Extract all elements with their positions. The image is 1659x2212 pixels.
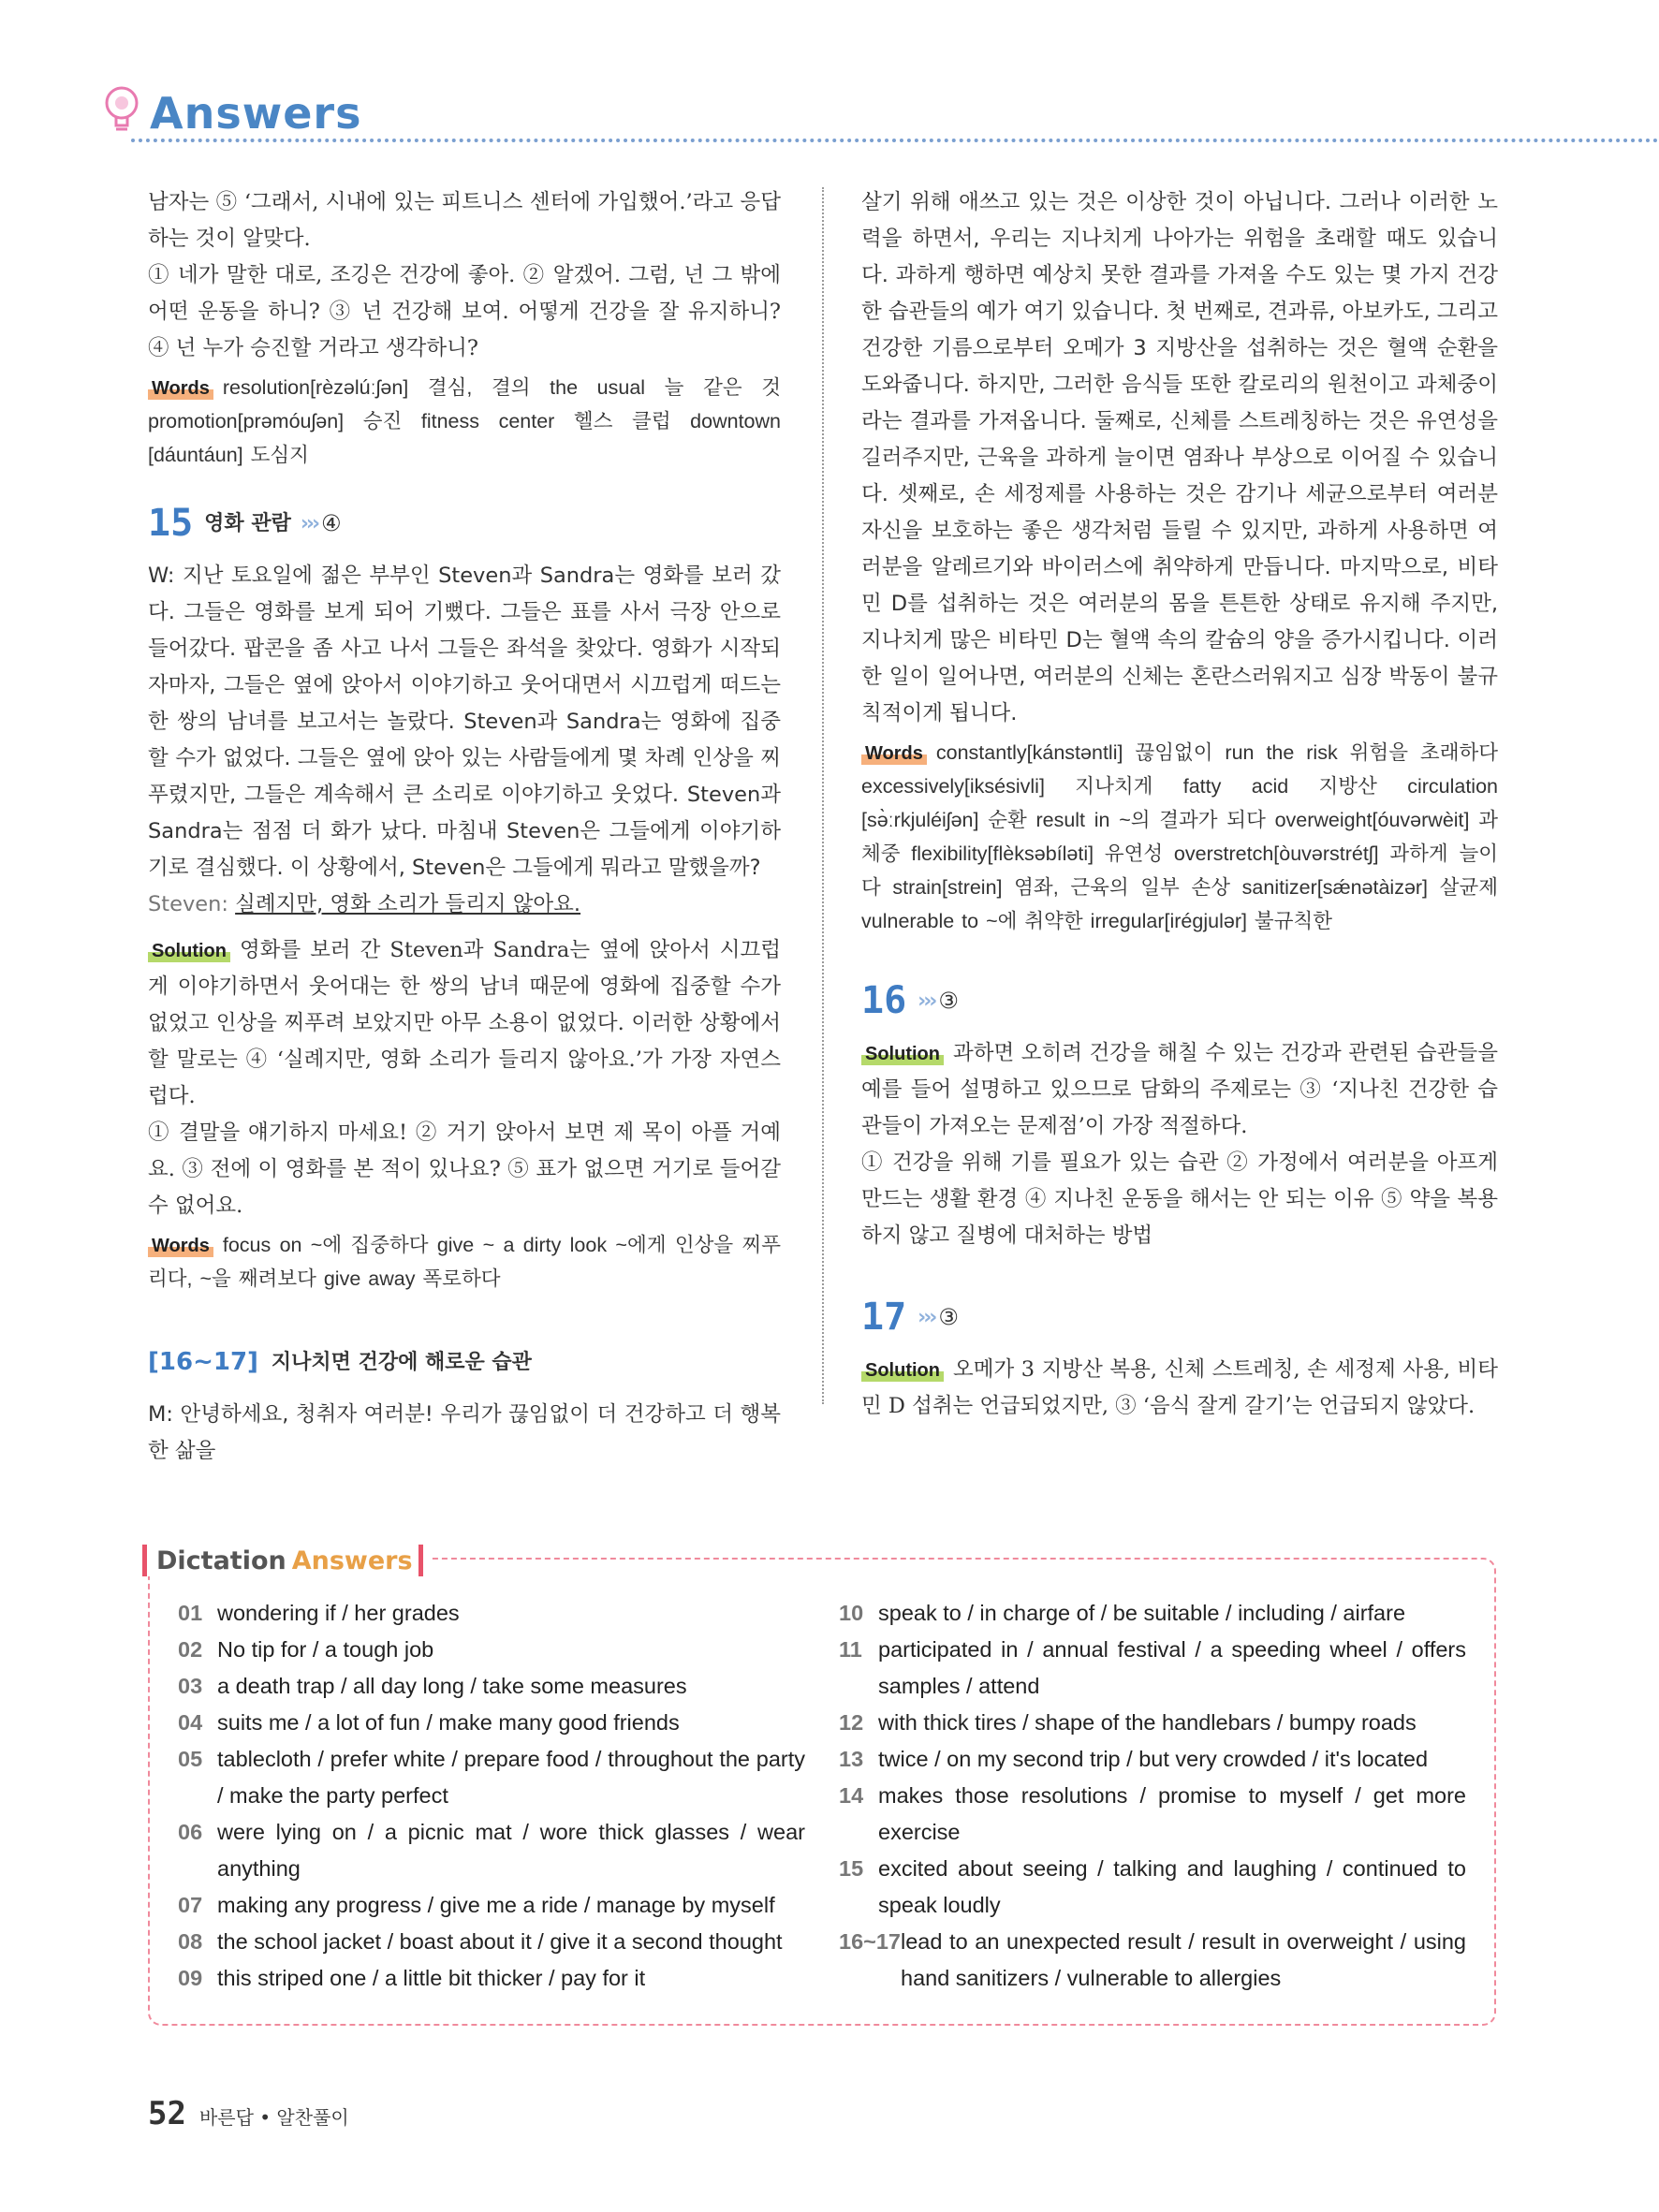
words-tag: Words — [861, 742, 927, 765]
left-column — [148, 184, 781, 1470]
dictation-answers-title — [142, 1545, 431, 1576]
dictation-item-text: tablecloth / prefer white / prepare food / throughout the party / make the party perfect — [217, 1747, 805, 1808]
dictation-item-text: suits me / a lot of fun / make many good friends — [217, 1710, 680, 1735]
q16-17-words — [861, 736, 1498, 938]
question-answer: ③ — [938, 1303, 959, 1330]
q17-solution — [861, 1352, 1498, 1425]
dictation-item — [178, 1741, 805, 1814]
column-divider — [822, 187, 824, 1404]
dictation-item-text: were lying on / a picnic mat / wore thick glasses / wear anything — [217, 1820, 805, 1881]
dictation-item — [839, 1851, 1466, 1924]
q15-script: W: 지난 토요일에 젊은 부부인 Steven과 Sandra는 영화를 보러 갔다. 그들은 영화를 보게 되어 기뻤다. 그들은 표를 사서 극장 안으로 들어갔다. 팝콘을 좀 사고 나서 그들은 좌석을 찾았다. 영화가 시작되자마자, 그들은 옆에 앉아서 이야기하고 웃어대면서 시끄럽게 떠드는 한 쌍의 남녀를 보고서는 놀랐다. Steven과 Sandra는 영화에 집중할 수가 없었다. 그들은 옆에 앉아 있는 사람들에게 몇 차례 인상을 찌푸렸지만, 그들은 계속해서 큰 소리로 이야기하고 웃었다. Steven과 Sandra는 점점 더 화가 났다. 마침내 Steven은 그들에게 이야기하기로 결심했다. 이 상황에서, Steven은 그들에게 뭐라고 말했을까? — [148, 564, 781, 880]
dictation-item-text: with thick tires / shape of the handlebars / bumpy roads — [878, 1710, 1417, 1735]
title-bar-right — [418, 1545, 423, 1576]
dictation-item-number: 06 — [178, 1820, 203, 1844]
page-footer — [148, 2095, 349, 2132]
dictation-item — [839, 1632, 1466, 1705]
q16-solution — [861, 1035, 1498, 1145]
answers-title-word: Answers — [291, 1545, 413, 1575]
dictation-item-text: participated in / annual festival / a speeding wheel / offers samples / attend — [878, 1637, 1466, 1698]
dictation-item-number: 08 — [178, 1929, 203, 1954]
page-number: 52 — [148, 2095, 186, 2132]
question-topic: 영화 관람 — [204, 511, 291, 535]
page-title: Answers — [150, 88, 362, 139]
dictation-item-text: making any progress / give me a ride / manage by myself — [217, 1893, 775, 1917]
question-number: 17 — [861, 1295, 907, 1339]
dictation-right-list — [839, 1595, 1466, 1997]
dictation-item-text: lead to an unexpected result / result in overweight / using hand sanitizers / vulnerable to allergies — [901, 1929, 1466, 1990]
question-number: 16 — [861, 978, 907, 1022]
dictation-item-number: 11 — [839, 1637, 862, 1662]
dictation-item — [839, 1705, 1466, 1741]
solution-text: 영화를 보러 간 Steven과 Sandra는 옆에 앉아서 시끄럽게 이야기하면서 웃어대는 한 쌍의 남녀 때문에 영화에 집중할 수가 없었고 인상을 찌푸려 보았지만 아무 소용이 없었다. 이러한 상황에서 할 말로는 ④ ‘실례지만, 영화 소리가 들리지 않아요.’가 가장 자연스럽다. — [148, 938, 781, 1108]
dictation-item — [178, 1705, 805, 1741]
solution-tag: Solution — [148, 940, 230, 962]
dictation-item — [178, 1632, 805, 1668]
double-chevron-icon: ››› — [918, 989, 935, 1013]
dictation-item-number: 09 — [178, 1966, 203, 1990]
book-label: 바른답 • 알찬풀이 — [198, 2106, 349, 2129]
dictation-item-number: 12 — [839, 1710, 864, 1735]
dictation-item-number: 15 — [839, 1856, 864, 1881]
dictation-item — [839, 1741, 1466, 1778]
solution-text: 오메가 3 지방산 복용, 신체 스트레칭, 손 세정제 사용, 비타민 D 섭취는 언급되었지만, ③ ‘음식 잘게 갈기’는 언급되지 않았다. — [861, 1357, 1498, 1418]
dictation-item-number: 02 — [178, 1637, 203, 1662]
q14-answer-explanation: 남자는 ⑤ ‘그래서, 시내에 있는 피트니스 센터에 가입했어.’라고 응답하는 것이 알맞다. — [148, 190, 781, 251]
question-range: [16~17] — [148, 1347, 258, 1376]
lightbulb-icon — [101, 84, 142, 137]
dictation-item — [839, 1924, 1466, 1997]
q17-heading — [861, 1292, 1498, 1342]
page-header — [94, 82, 1659, 148]
words-tag: Words — [148, 1235, 213, 1257]
dictation-item-number: 14 — [839, 1783, 864, 1808]
dictation-item — [178, 1960, 805, 1997]
dictation-item-text: speak to / in charge of / be suitable / including / airfare — [878, 1601, 1406, 1625]
q15-options-translation: ① 결말을 얘기하지 마세요! ② 거기 앉아서 보면 제 목이 아플 거예요. ③ 전에 이 영화를 본 적이 있나요? ⑤ 표가 없으면 거기로 들어갈 수 없어요. — [148, 1121, 781, 1218]
dictation-item-text: twice / on my second trip / but very crowded / it's located — [878, 1747, 1429, 1771]
solution-tag: Solution — [861, 1359, 944, 1382]
q16-17-script-continued: 살기 위해 애쓰고 있는 것은 이상한 것이 아닙니다. 그러나 이러한 노력을 하면서, 우리는 지나치게 나아가는 위험을 초래할 때도 있습니다. 과하게 행하면 예상치 못한 결과를 가져올 수도 있는 몇 가지 건강한 습관들의 예가 여기 있습니다. 첫 번째로, 견과류, 아보카도, 그리고 건강한 기름으로부터 오메가 3 지방산을 섭취하는 것은 혈액 순환을 도와줍니다. 하지만, 그러한 음식들 또한 칼로리의 원천이고 과체중이라는 결과를 가져옵니다. 둘째로, 신체를 스트레칭하는 것은 유연성을 길러주지만, 근육을 과하게 늘이면 염좌나 부상으로 이어질 수 있습니다. 셋째로, 손 세정제를 사용하는 것은 감기나 세균으로부터 여러분 자신을 보호하는 좋은 생각처럼 들릴 수 있지만, 과하게 사용하면 여러분을 알레르기와 바이러스에 취약하게 만듭니다. 마지막으로, 비타민 D를 섭취하는 것은 여러분의 몸을 튼튼한 상태로 유지해 주지만, 지나치게 많은 비타민 D는 혈액 속의 칼슘의 양을 증가시킵니다. 이러한 일이 일어나면, 여러분의 신체는 혼란스러워지고 심장 박동이 불규칙적이게 됩니다. — [861, 190, 1498, 725]
dictation-item — [178, 1595, 805, 1632]
q15-heading — [148, 498, 781, 549]
q14-options-translation: ① 네가 말한 대로, 조깅은 건강에 좋아. ② 알겠어. 그럼, 넌 그 밖에 어떤 운동을 하니? ③ 넌 건강해 보여. 어떻게 건강을 잘 유지하니? ④ 넌 누가 승진할 거라고 생각하니? — [148, 263, 781, 360]
dictation-item — [178, 1924, 805, 1960]
dictation-item — [178, 1814, 805, 1887]
q15-solution — [148, 932, 781, 1115]
dictation-item — [178, 1668, 805, 1705]
dictation-item — [839, 1595, 1466, 1632]
speaker-line: 실례지만, 영화 소리가 들리지 않아요. — [235, 892, 581, 916]
words-text: constantly[kánstəntli] 끊임없이 run the risk 위험을 초래하다 excessively[iksésivli] 지나치게 fatty acid 지방산 circulation [sə̀ːrkjuléiʃən] 순환 result in ~의 결과가 되다 overweight[óuvərwèit] 과체중 flexibility[flèksəbíləti] 유연성 overstretch[òuvərstrétʃ] 과하게 늘이다 strain[strein] 염좌, 근육의 일부 손상 sanitizer[sǽnətàizər] 살균제 vulnerable to ~에 취약한 irregular[irégjulər] 불규칙한 — [861, 741, 1498, 932]
q14-words — [148, 371, 781, 472]
dictation-item-text: wondering if / her grades — [217, 1601, 460, 1625]
dictation-item-number: 07 — [178, 1893, 203, 1917]
q16-options-translation: ① 건강을 위해 기를 필요가 있는 습관 ② 가정에서 여러분을 아프게 만드는 생활 환경 ④ 지나친 운동을 해서는 안 되는 이유 ⑤ 약을 복용하지 않고 질병에 대처하는 방법 — [861, 1150, 1498, 1248]
speaker-label: Steven: — [148, 892, 228, 916]
right-column — [861, 184, 1498, 1425]
dictation-item-text: the school jacket / boast about it / give it a second thought — [217, 1929, 783, 1954]
question-number: 15 — [148, 501, 194, 545]
words-text: focus on ~에 집중하다 give ~ a dirty look ~에게 인상을 찌푸리다, ~을 째려보다 give away 폭로하다 — [148, 1234, 781, 1290]
dictation-item-number: 01 — [178, 1601, 203, 1625]
dictation-item-text: No tip for / a tough job — [217, 1637, 434, 1662]
words-tag: Words — [148, 377, 213, 400]
dictation-item — [178, 1887, 805, 1924]
dictation-item-number: 05 — [178, 1747, 203, 1771]
dictation-item-text: excited about seeing / talking and laughing / continued to speak loudly — [878, 1856, 1466, 1917]
dictation-item-number: 04 — [178, 1710, 203, 1735]
q15-words — [148, 1228, 781, 1296]
q16-17-heading — [148, 1337, 781, 1387]
dictation-item-number: 03 — [178, 1674, 203, 1698]
dictation-item-number: 16~17 — [839, 1929, 902, 1954]
header-dotted-rule — [131, 139, 1659, 142]
dictation-title-word: Dictation — [156, 1545, 286, 1575]
dictation-item-text: makes those resolutions / promise to myself / get more exercise — [878, 1783, 1466, 1844]
dictation-item-number: 13 — [839, 1747, 864, 1771]
words-text: resolution[rèzəlúːʃən] 결심, 결의 the usual 늘 같은 것 promotion[prəmóuʃən] 승진 fitness center 헬스 클럽 downtown [dáuntáun] 도심지 — [148, 376, 781, 466]
dictation-left-list — [178, 1595, 805, 1997]
dictation-item-number: 10 — [839, 1601, 864, 1625]
question-answer: ④ — [321, 509, 342, 536]
double-chevron-icon: ››› — [300, 511, 318, 535]
double-chevron-icon: ››› — [918, 1305, 935, 1329]
title-bar-left — [142, 1545, 147, 1576]
q15-steven-line — [148, 886, 781, 923]
solution-text: 과하면 오히려 건강을 해칠 수 있는 건강과 관련된 습관들을 예를 들어 설명하고 있으므로 담화의 주제로는 ③ ‘지나친 건강한 습관들이 가져오는 문제점’이 가장 적절하다. — [861, 1041, 1498, 1138]
dictation-item — [839, 1778, 1466, 1851]
solution-tag: Solution — [861, 1043, 944, 1065]
question-topic: 지나치면 건강에 해로운 습관 — [271, 1350, 532, 1374]
dictation-item-text: this striped one / a little bit thicker / pay for it — [217, 1966, 646, 1990]
dictation-item-text: a death trap / all day long / take some measures — [217, 1674, 687, 1698]
question-answer: ③ — [938, 987, 959, 1014]
q16-heading — [861, 975, 1498, 1026]
q16-17-script-start: M: 안녕하세요, 청취자 여러분! 우리가 끊임없이 더 건강하고 더 행복한 삶을 — [148, 1402, 781, 1463]
